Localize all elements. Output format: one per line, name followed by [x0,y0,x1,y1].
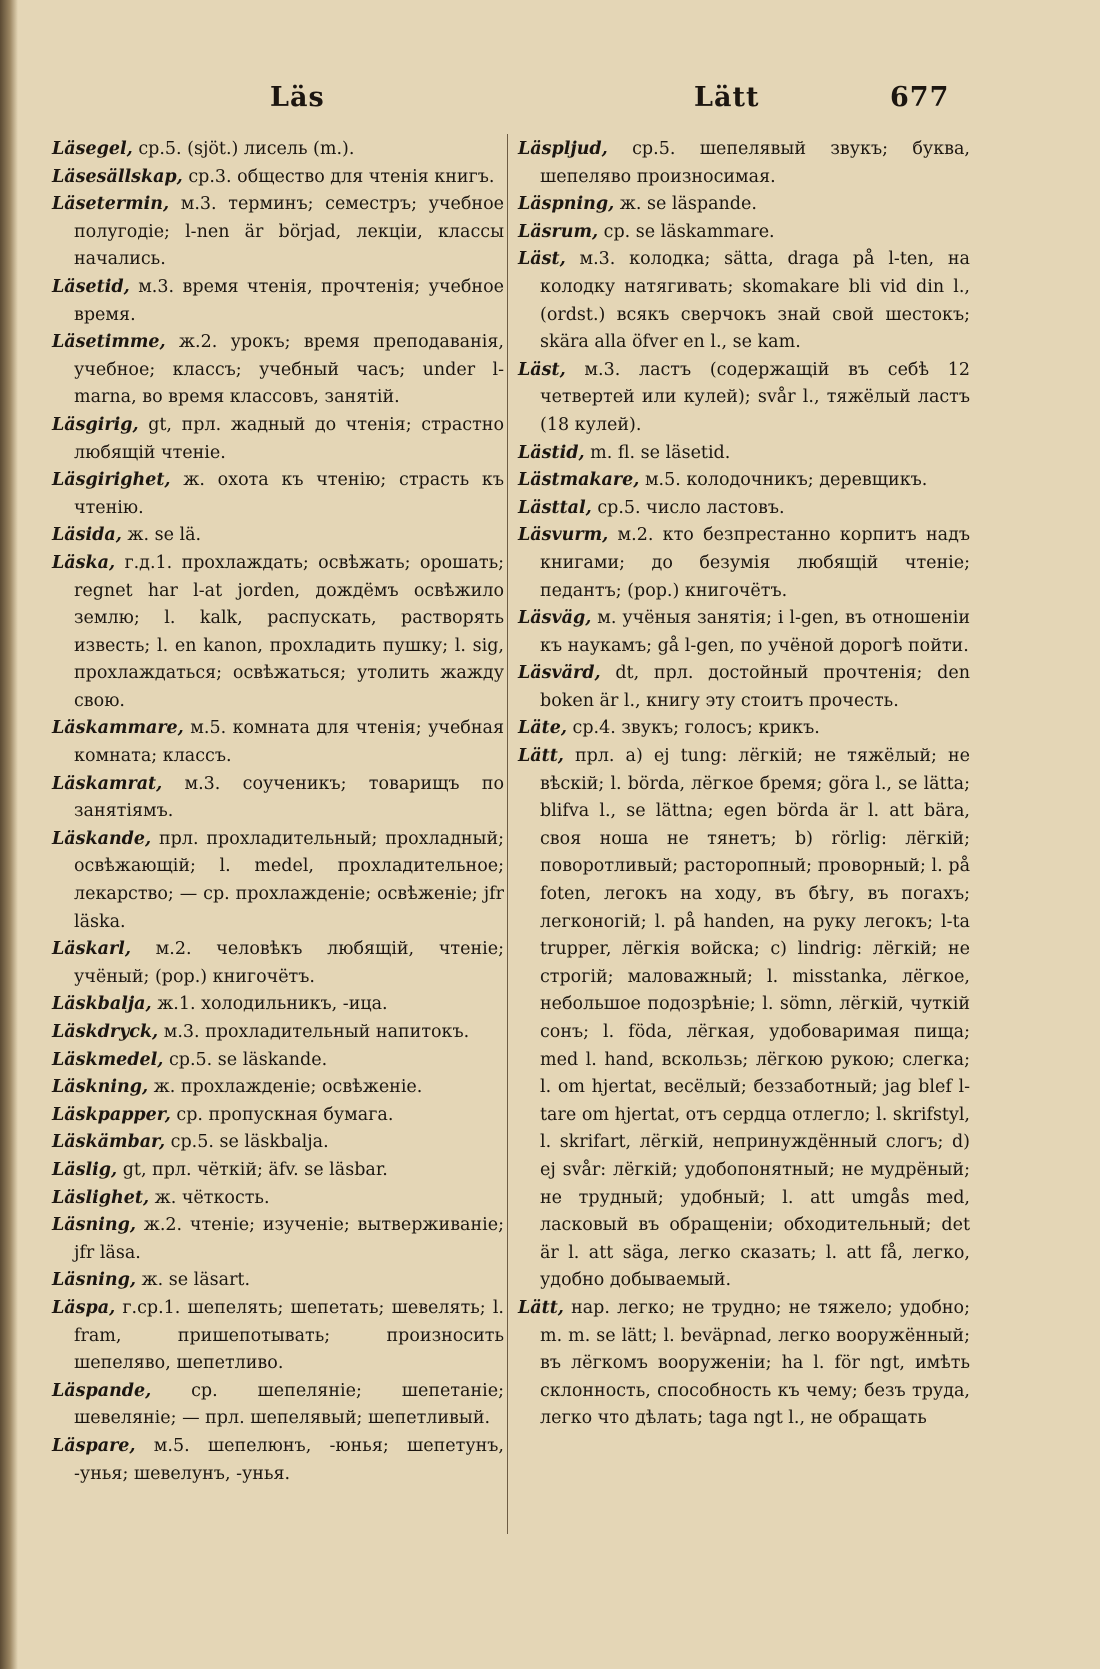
headword: Läsväg, [518,608,592,629]
headword: Lätt, [518,1297,564,1318]
left-column [52,136,504,1488]
entry-definition: m. fl. se läsetid. [590,442,731,463]
headword: Läsgirig, [52,414,139,435]
entry-definition: м.3. колодка; sätta, draga på l-ten, на колодку натягивать; skomakare bli vid din l., (ordst.) всякъ сверчокъ знай свой шестокъ; skära alla öfver en l., se kam. [540,249,970,353]
dictionary-entry [52,191,504,274]
headword: Läsida, [52,525,122,546]
dictionary-entry [518,440,970,468]
entry-definition: ср. пропускная бумага. [176,1104,394,1125]
headword: Läskbalja, [52,994,152,1015]
entry-definition: ср. шепеляніе; шепетаніе; шевеляніе; — прл. шепелявый; шепетливый. [74,1380,504,1429]
entry-definition: м.5. комната для чтенія; учебная комната; классъ. [74,718,504,767]
dictionary-entry [52,1378,504,1433]
entry-definition: нар. легко; не трудно; не тяжело; удобно; m. m. se lätt; l. beväpnad, легко вооружённый; въ лёгкомъ вооруженіи; ha l. för ngt, имѣть склонность, способность къ чему; безъ труда, легко что дѣлать; taga ngt l., не обращать [540,1297,970,1429]
entry-definition: г.д.1. прохлаждать; освѣжать; орошать; regnet har l-at jorden, дождёмъ освѣжило землю; l. kalk, распускать, растворять известь; l. en kanon, прохладить пушку; l. sig, прохлаждаться; освѣжаться; утолить жажду свою. [74,552,504,711]
dictionary-entry [518,246,970,356]
entry-definition: ср.4. звукъ; голосъ; крикъ. [572,718,820,739]
entry-definition: м.2. кто безпрестанно корпитъ надъ книгами; до безумія любящій чтеніе; педантъ; (pop.) книгочётъ. [540,525,970,601]
headword: Läspljud, [518,139,608,159]
headword: Läsgirighet, [52,470,171,491]
entry-definition: м.5. шепелюнъ, -юнья; шепетунъ, -унья; шевелунъ, -унья. [74,1435,504,1484]
headword: Läst, [518,359,566,380]
headword: Läskande, [52,828,152,849]
dictionary-entry [518,191,970,219]
entry-definition: г.ср.1. шепелять; шепетать; шевелять; l. fram, пришепотывать; произносить шепеляво, шепетливо. [74,1297,504,1374]
entry-definition: м.3. ластъ (содержащій въ себѣ 12 четвертей или кулей); svår l., тяжёлый ластъ (18 кулей). [540,359,970,435]
headword: Läskpapper, [52,1104,171,1125]
dictionary-entry [52,1212,504,1267]
dictionary-entry [52,274,504,329]
entry-definition: прл. прохладительный; прохладный; освѣжающій; l. medel, прохладительное; лекарство; — ср. прохлажденіе; освѣженіе; jfr läska. [74,828,504,932]
dictionary-entry [52,1047,504,1075]
dictionary-entry [52,771,504,826]
dictionary-entry [518,522,970,605]
headword: Lästtal, [518,497,592,518]
entry-definition: м.2. человѣкъ любящій, чтеніе; учёный; (pop.) книгочётъ. [74,939,504,987]
entry-definition: м.3. время чтенія, прочтенія; учебное время. [74,276,504,325]
headword: Läskamrat, [52,773,163,794]
headword: Läspande, [52,1380,152,1401]
entry-definition: ср.5. se läskande. [168,1049,328,1070]
headword: Läspning, [518,194,615,215]
headword: Läsvärd, [518,663,601,684]
dictionary-entry [518,605,970,660]
headword: Läsetimme, [52,332,166,353]
headword: Läst, [518,249,566,270]
headword: Läsning, [52,1270,136,1291]
dictionary-entry [52,715,504,770]
headword: Läsegel, [52,139,133,159]
header-left-guide-word: Läs [270,82,325,113]
dictionary-entry [52,412,504,467]
headword: Läte, [518,718,567,739]
entry-definition: ж. se läspande. [619,194,757,215]
dictionary-entry [518,1295,970,1433]
dictionary-entry [52,991,504,1019]
headword: Läskammare, [52,718,184,739]
dictionary-entry [518,136,970,191]
entry-definition: ср.5. se läskbalja. [170,1132,329,1153]
entry-definition: м.3. соученикъ; товарищъ по занятіямъ. [74,773,504,822]
headword: Lätt, [518,746,564,767]
column-divider [507,134,508,1534]
dictionary-entry [518,219,970,247]
entry-definition: gt, прл. жадный до чтенія; страстно любящій чтеніе. [74,414,504,463]
dictionary-entry [52,136,504,164]
entry-definition: ср. se läskammare. [603,221,775,242]
dictionary-entry [52,522,504,550]
right-column [518,136,970,1433]
dictionary-entry [52,164,504,192]
headword: Läskning, [52,1077,149,1098]
entry-definition: ж. se läsart. [141,1270,251,1291]
entry-definition: ж.2. урокъ; время преподаванія, учебное; классъ; учебный часъ; under l-marna, во время классовъ, занятій. [74,332,504,408]
entry-definition: ж. чёткость. [154,1187,270,1208]
dictionary-entry [518,357,970,440]
headword: Läsrum, [518,221,599,242]
headword: Läskämbar, [52,1132,166,1153]
entry-definition: ж. se lä. [127,525,202,546]
headword: Läspa, [52,1297,116,1318]
dictionary-entry [52,1102,504,1130]
dictionary-entry [52,1129,504,1157]
dictionary-entry [52,550,504,716]
dictionary-entry [52,1185,504,1213]
dictionary-entry [518,715,970,743]
headword: Läsning, [52,1215,136,1236]
entry-definition: ср.5. (sjöt.) лисель (m.). [138,139,355,159]
headword: Lästmakare, [518,470,640,491]
entry-definition: ср.5. число ластовъ. [597,497,785,518]
headword: Läskdryck, [52,1022,159,1042]
entry-definition: gt, прл. чёткій; äfv. se läsbar. [122,1159,388,1180]
page-number: 677 [890,82,950,113]
entry-definition: ж. охота къ чтенію; страсть къ чтенію. [74,470,504,518]
entry-definition: м.3. прохладительный напитокъ. [163,1022,470,1042]
headword: Läsvurm, [518,525,609,546]
dictionary-entry [52,1267,504,1295]
headword: Läsesällskap, [52,166,183,187]
dictionary-entry [518,495,970,523]
page-binding-edge [0,0,18,1669]
dictionary-entry [518,743,970,1295]
headword: Läspare, [52,1435,136,1456]
headword: Läslig, [52,1159,118,1180]
entry-definition: м.5. колодочникъ; деревщикъ. [644,470,928,491]
dictionary-entry [518,660,970,715]
dictionary-entry [518,467,970,495]
headword: Läsetermin, [52,194,170,215]
dictionary-entry [52,1157,504,1185]
dictionary-entry [52,329,504,412]
entry-definition: dt, прл. достойный прочтенія; den boken är l., книгу эту стоитъ прочесть. [540,663,970,711]
entry-definition: ж.1. холодильникъ, -ица. [157,994,388,1015]
entry-definition: м.3. терминъ; семестръ; учебное полугодіе; l-nen är börjad, лекціи, классы начались. [74,194,504,270]
dictionary-entry [52,826,504,936]
dictionary-entry [52,467,504,522]
headword: Läskarl, [52,939,131,960]
headword: Läska, [52,552,116,573]
entry-definition: ж.2. чтеніе; изученіе; вытверживаніе; jfr läsa. [74,1215,504,1263]
entry-definition: ж. прохлажденіе; освѣженіе. [153,1077,423,1098]
dictionary-entry [52,936,504,991]
dictionary-entry [52,1074,504,1102]
entry-definition: ср.5. шепелявый звукъ; буква, шепеляво произносимая. [540,139,970,187]
headword: Läskmedel, [52,1049,164,1070]
dictionary-entry [52,1295,504,1378]
entry-definition: м. учёныя занятія; i l-gen, въ отношеніи къ наукамъ; gå l-gen, по учёной дорогѣ пойти. [540,608,970,656]
page-header [52,82,1052,122]
entry-definition: прл. a) ej tung: лёгкій; не тяжёлый; не вѣскій; l. börda, лёгкое бремя; göra l., se lätta; blifva l., se lättna; egen börda är l. att bära, своя ноша не тянетъ; b) rörlig: лёгкій; поворотливый; расторопный; проворный; l. på foten, легокъ на ходу, въ бѣгу, въ погахъ; легконогій; l. på handen, на руку легокъ; l-ta trupper, лёгкія войска; c) lindrig: лёгкій; не строгій; маловажный; l. misstanka, лёгкое, небольшое подозрѣніе; l. sömn, лёгкій, чуткій сонъ; l. föda, лёгкая, удобоваримая пища; med l. hand, вскользь; лёгкою рукою; слегка; l. om hjertat, весёлый; беззаботный; jag blef l-tare om hjertat, отъ сердца отлегло; l. skrifstyl, l. skrifart, лёгкій, непринуждённый слогъ; d) ej svår: лёгкій; удобопонятный; не мудрёный; не трудный; удобный; l. att umgås med, ласковый въ обращеніи; обходительный; det är l. att säga, легко сказать; l. att få, легко, удобно добываемый. [540,746,970,1291]
dictionary-entry [52,1019,504,1047]
headword: Läslighet, [52,1187,150,1208]
header-right-guide-word: Lätt [694,82,760,113]
dictionary-entry [52,1433,504,1488]
headword: Lästid, [518,442,585,463]
headword: Läsetid, [52,276,130,297]
entry-definition: ср.3. общество для чтенія книгъ. [188,166,495,187]
